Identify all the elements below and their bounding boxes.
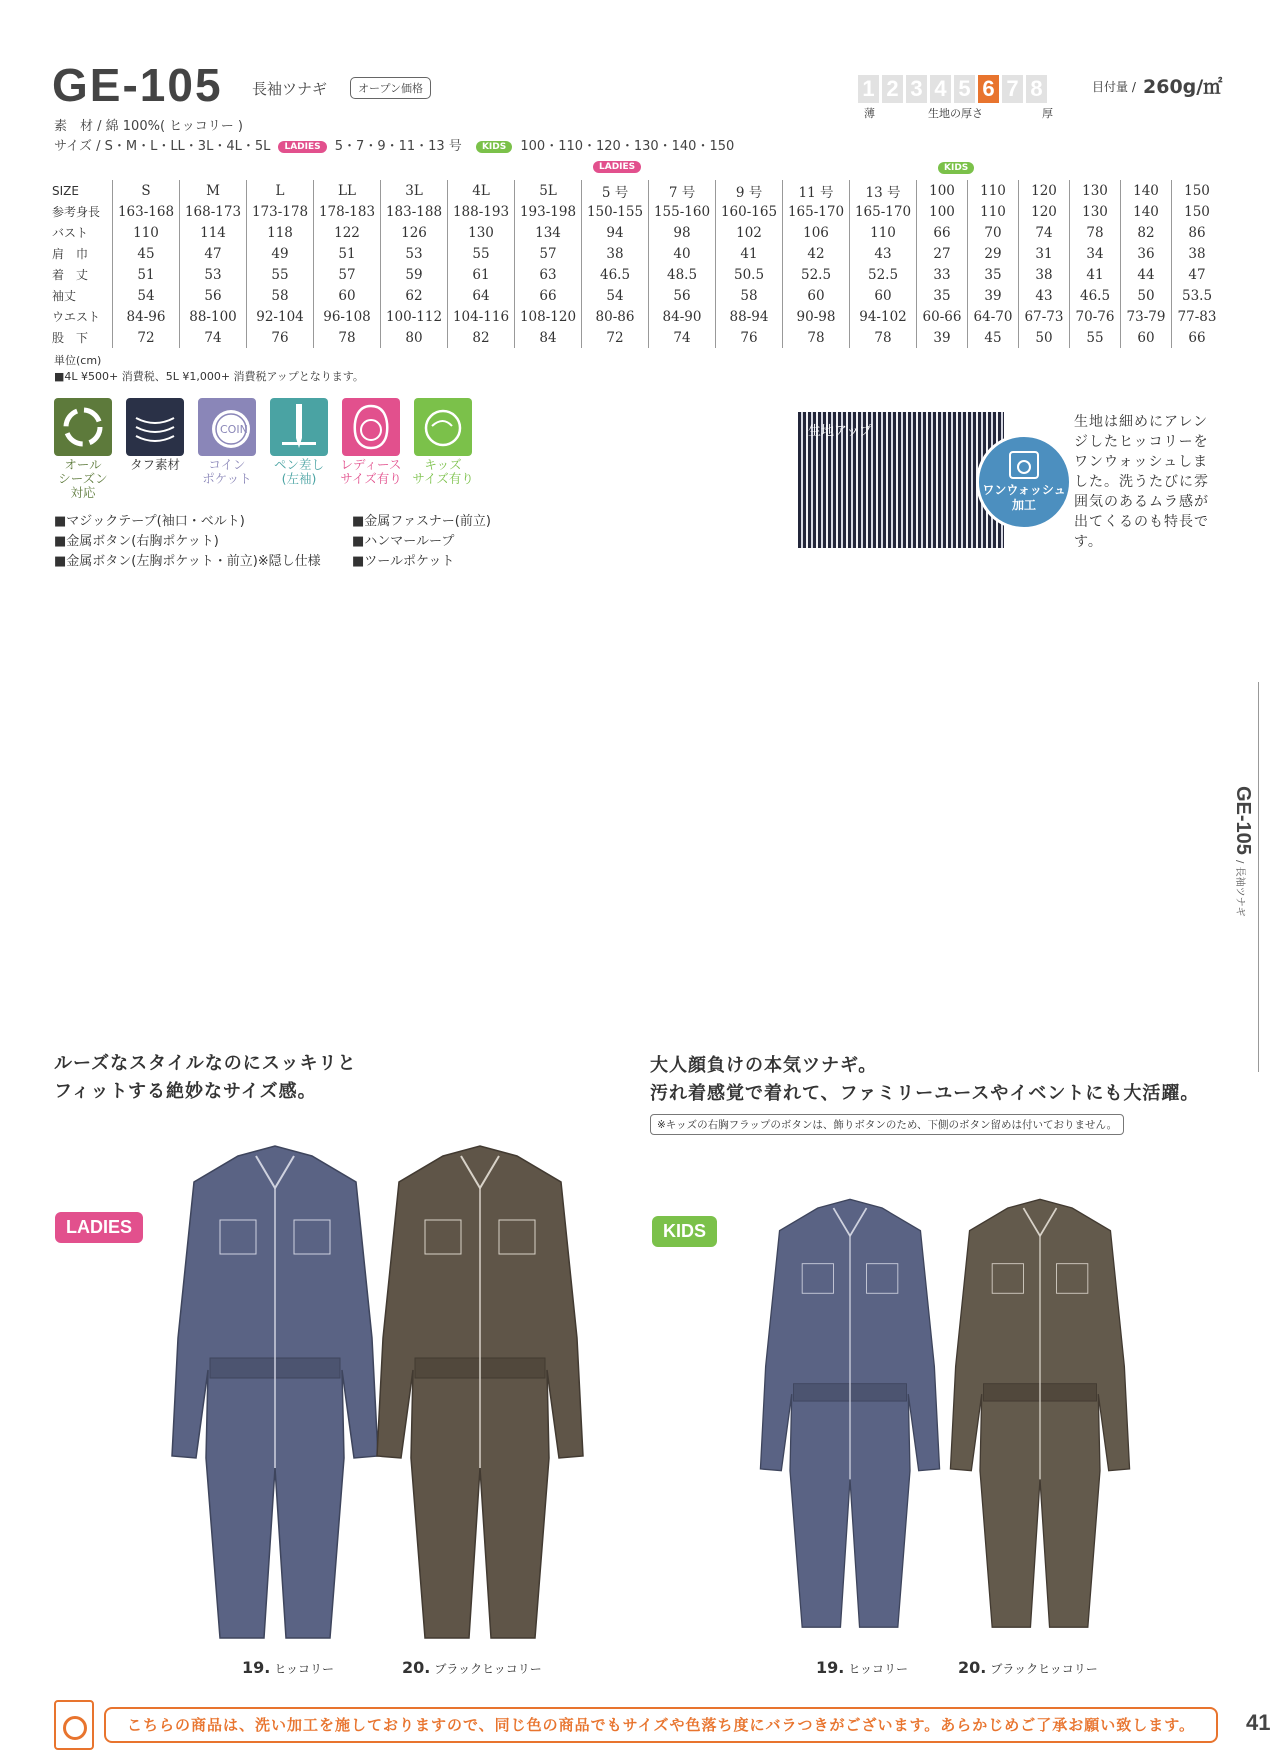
table-cell: 74 <box>180 327 247 348</box>
adult-sizes: サイズ / S・M・L・LL・3L・4L・5L <box>54 139 271 154</box>
table-cell: 82 <box>1121 222 1172 243</box>
thickness-level: 7 <box>1002 75 1023 103</box>
side-tab <box>1231 786 1254 917</box>
table-cell: 193-198 <box>515 201 582 222</box>
kids-caption-19: 19. ヒッコリー <box>816 1658 908 1677</box>
price-label: オープン価格 <box>350 77 431 99</box>
table-cell: S <box>113 180 180 201</box>
table-cell: 80 <box>381 327 448 348</box>
table-cell: 38 <box>1172 243 1223 264</box>
table-cell: 114 <box>180 222 247 243</box>
ladies-caption-19: 19. ヒッコリー <box>242 1658 334 1677</box>
table-cell: 70 <box>968 222 1019 243</box>
feature-coin-pocket <box>198 398 256 486</box>
table-cell: 70-76 <box>1070 306 1121 327</box>
table-row <box>50 243 1222 264</box>
table-cell: 63 <box>515 264 582 285</box>
table-cell: 84-96 <box>113 306 180 327</box>
ladies-copy-1: ルーズなスタイルなのにスッキリと <box>54 1053 357 1074</box>
table-cell: 35 <box>917 285 968 306</box>
thickness-level: 6 <box>978 75 999 103</box>
table-cell: 47 <box>180 243 247 264</box>
table-cell: 54 <box>582 285 649 306</box>
bullet-item: ■金属ボタン(右胸ポケット) <box>54 534 219 549</box>
ladies-coverall-black-hickory <box>365 1138 595 1650</box>
table-cell: 106 <box>783 222 850 243</box>
table-cell: 39 <box>917 327 968 348</box>
feature-label: タフ素材 <box>129 457 180 472</box>
table-cell: 44 <box>1121 264 1172 285</box>
table-cell: 168-173 <box>180 201 247 222</box>
table-cell: 183-188 <box>381 201 448 222</box>
table-cell: 50 <box>1121 285 1172 306</box>
ladies-caption-20: 20. ブラックヒッコリー <box>402 1658 542 1677</box>
table-cell: 78 <box>783 327 850 348</box>
fabric-description: 生地は細めにアレンジしたヒッコリーをワンウォッシュしました。洗うたびに雰囲気のあるムラ感が出てくるのも特長です。 <box>1074 414 1209 550</box>
kids-sizes: 100・110・120・130・140・150 <box>520 139 735 154</box>
table-cell: 77-83 <box>1172 306 1223 327</box>
table-kids-badge: KIDS <box>934 157 978 176</box>
row-label: バスト <box>52 226 89 240</box>
table-cell: 13 号 <box>850 180 917 201</box>
table-cell: 72 <box>113 327 180 348</box>
row-label: 肩 巾 <box>52 247 89 261</box>
table-cell: 160-165 <box>716 201 783 222</box>
table-cell: 150-155 <box>582 201 649 222</box>
swatch-label: 生地アップ <box>808 424 873 439</box>
table-cell: L <box>247 180 314 201</box>
table-cell: 35 <box>968 264 1019 285</box>
table-cell: 188-193 <box>448 201 515 222</box>
table-cell: 110 <box>113 222 180 243</box>
table-cell: 49 <box>247 243 314 264</box>
weight-value: 260g/㎡ <box>1143 76 1223 98</box>
table-row <box>50 264 1222 285</box>
table-cell: 39 <box>968 285 1019 306</box>
table-cell: 53 <box>180 264 247 285</box>
feature-ladies-size <box>342 398 400 486</box>
kids-coverall-black-hickory <box>940 1180 1140 1650</box>
table-cell: 40 <box>649 243 716 264</box>
table-cell: 62 <box>381 285 448 306</box>
table-cell: LL <box>314 180 381 201</box>
svg-text:COIN: COIN <box>220 423 248 436</box>
thickness-level: 8 <box>1026 75 1047 103</box>
table-cell: 78 <box>314 327 381 348</box>
feature-label: ペン差し (左袖) <box>273 457 324 486</box>
one-wash-badge <box>976 434 1072 530</box>
size-table <box>50 180 1222 348</box>
table-row <box>50 222 1222 243</box>
table-cell: 4L <box>448 180 515 201</box>
table-cell: 67-73 <box>1019 306 1070 327</box>
table-cell: 60 <box>1121 327 1172 348</box>
table-cell: 45 <box>113 243 180 264</box>
table-cell: 5 号 <box>582 180 649 201</box>
table-cell: 73-79 <box>1121 306 1172 327</box>
table-cell: 47 <box>1172 264 1223 285</box>
table-cell: 86 <box>1172 222 1223 243</box>
table-cell: 130 <box>1070 180 1121 201</box>
table-cell: 57 <box>314 264 381 285</box>
kids-copy-2: 汚れ着感覚で着れて、ファミリーユースやイベントにも大活躍。 <box>650 1083 1200 1104</box>
ladies-face-icon <box>342 398 400 456</box>
weight-label: 目付量 / <box>1092 80 1136 94</box>
feature-label: オール シーズン 対応 <box>58 457 108 500</box>
table-cell: 50.5 <box>716 264 783 285</box>
row-label: SIZE <box>52 183 79 198</box>
table-cell: 110 <box>968 180 1019 201</box>
feature-tough <box>126 398 184 472</box>
table-cell: 76 <box>716 327 783 348</box>
table-cell: 155-160 <box>649 201 716 222</box>
table-cell: 33 <box>917 264 968 285</box>
table-cell: 60 <box>314 285 381 306</box>
table-cell: 72 <box>582 327 649 348</box>
kids-section-badge: KIDS <box>652 1216 717 1247</box>
footer-notice: こちらの商品は、洗い加工を施しておりますので、同じ色の商品でもサイズや色落ち度にバラつきがございます。あらかじめご了承お願い致します。 <box>104 1707 1218 1743</box>
table-cell: 61 <box>448 264 515 285</box>
table-cell: 94-102 <box>850 306 917 327</box>
table-cell: 80-86 <box>582 306 649 327</box>
table-cell: 118 <box>247 222 314 243</box>
kids-coverall-hickory <box>750 1180 950 1650</box>
product-name: 長袖ツナギ <box>252 80 328 98</box>
bullet-item: ■金属ボタン(左胸ポケット・前立)※隠し仕様 <box>54 554 321 569</box>
table-cell: 102 <box>716 222 783 243</box>
table-cell: 66 <box>515 285 582 306</box>
row-label: ウエスト <box>52 310 101 324</box>
table-row <box>50 201 1222 222</box>
thickness-scale <box>858 75 1050 103</box>
table-cell: 60 <box>850 285 917 306</box>
table-cell: 120 <box>1019 180 1070 201</box>
table-cell: 88-94 <box>716 306 783 327</box>
kids-caption-20: 20. ブラックヒッコリー <box>958 1658 1098 1677</box>
table-cell: 66 <box>917 222 968 243</box>
table-cell: 78 <box>850 327 917 348</box>
table-cell: 48.5 <box>649 264 716 285</box>
ladies-coverall-hickory <box>160 1138 390 1650</box>
row-label: 袖丈 <box>52 289 77 303</box>
table-cell: 60-66 <box>917 306 968 327</box>
table-cell: 58 <box>247 285 314 306</box>
table-cell: 56 <box>180 285 247 306</box>
kids-copy-1: 大人顔負けの本気ツナギ。 <box>650 1055 878 1076</box>
table-cell: 108-120 <box>515 306 582 327</box>
table-cell: 5L <box>515 180 582 201</box>
table-cell: 165-170 <box>850 201 917 222</box>
table-cell: 43 <box>850 243 917 264</box>
table-cell: M <box>180 180 247 201</box>
table-cell: 120 <box>1019 201 1070 222</box>
table-cell: 90-98 <box>783 306 850 327</box>
bullet-item: ■ハンマーループ <box>352 534 455 549</box>
table-row <box>50 180 1222 201</box>
ladies-badge: LADIES <box>278 141 326 153</box>
table-cell: 76 <box>247 327 314 348</box>
table-cell: 140 <box>1121 180 1172 201</box>
table-cell: 150 <box>1172 180 1223 201</box>
thickness-level: 1 <box>858 75 879 103</box>
table-cell: 55 <box>448 243 515 264</box>
feature-all-season <box>54 398 112 500</box>
table-cell: 165-170 <box>783 201 850 222</box>
table-cell: 41 <box>716 243 783 264</box>
kids-face-icon <box>414 398 472 456</box>
table-cell: 173-178 <box>247 201 314 222</box>
table-cell: 51 <box>113 264 180 285</box>
bullet-item: ■ツールポケット <box>352 554 455 569</box>
bullet-item: ■金属ファスナー(前立) <box>352 514 491 529</box>
bullets-left <box>54 512 321 572</box>
tax-note: ■4L ¥500+ 消費税、5L ¥1,000+ 消費税アップとなります。 <box>54 370 364 383</box>
thick-label: 厚 <box>1042 107 1053 120</box>
table-cell: 11 号 <box>783 180 850 201</box>
table-cell: 53 <box>381 243 448 264</box>
all-season-icon <box>54 398 112 456</box>
table-row <box>50 285 1222 306</box>
unit-note: 単位(cm) <box>54 354 102 367</box>
table-cell: 57 <box>515 243 582 264</box>
page-number: 41 <box>1246 1710 1271 1735</box>
kids-badge: KIDS <box>476 141 512 153</box>
table-cell: 7 号 <box>649 180 716 201</box>
table-cell: 110 <box>850 222 917 243</box>
row-label: 股 下 <box>52 331 89 345</box>
thickness-level: 2 <box>882 75 903 103</box>
row-label: 参考身長 <box>52 205 101 219</box>
table-ladies-badge: LADIES <box>589 156 645 175</box>
table-cell: 84-90 <box>649 306 716 327</box>
table-cell: 50 <box>1019 327 1070 348</box>
table-cell: 29 <box>968 243 1019 264</box>
table-cell: 34 <box>1070 243 1121 264</box>
table-cell: 43 <box>1019 285 1070 306</box>
table-cell: 100 <box>917 201 968 222</box>
table-cell: 110 <box>968 201 1019 222</box>
table-cell: 92-104 <box>247 306 314 327</box>
table-cell: 64 <box>448 285 515 306</box>
thickness-caption: 生地の厚さ <box>928 107 983 120</box>
pen-icon <box>270 398 328 456</box>
washing-machine-icon <box>54 1700 94 1750</box>
table-cell: 55 <box>1070 327 1121 348</box>
table-cell: 126 <box>381 222 448 243</box>
table-cell: 84 <box>515 327 582 348</box>
washing-machine-icon <box>1009 451 1039 479</box>
thickness-level: 5 <box>954 75 975 103</box>
table-cell: 74 <box>1019 222 1070 243</box>
model-number: GE-105 <box>52 59 223 111</box>
table-cell: 27 <box>917 243 968 264</box>
table-cell: 52.5 <box>783 264 850 285</box>
table-cell: 130 <box>448 222 515 243</box>
table-cell: 9 号 <box>716 180 783 201</box>
table-cell: 38 <box>582 243 649 264</box>
feature-label: レディース サイズ有り <box>340 457 402 486</box>
table-cell: 56 <box>649 285 716 306</box>
ladies-sizes: 5・7・9・11・13 号 <box>334 139 462 154</box>
thickness-level: 4 <box>930 75 951 103</box>
table-cell: 74 <box>649 327 716 348</box>
table-cell: 94 <box>582 222 649 243</box>
table-cell: 140 <box>1121 201 1172 222</box>
table-cell: 98 <box>649 222 716 243</box>
table-cell: 41 <box>1070 264 1121 285</box>
bullets-right <box>352 512 491 572</box>
table-cell: 64-70 <box>968 306 1019 327</box>
table-cell: 54 <box>113 285 180 306</box>
thin-label: 薄 <box>864 107 875 120</box>
thickness-level: 3 <box>906 75 927 103</box>
tough-fabric-icon <box>126 398 184 456</box>
table-cell: 82 <box>448 327 515 348</box>
side-model: GE-105 <box>1232 786 1254 855</box>
coin-icon <box>198 398 256 456</box>
material-spec: 素 材 / 綿 100%( ヒッコリー ) <box>54 119 243 134</box>
table-cell: 3L <box>381 180 448 201</box>
table-cell: 100-112 <box>381 306 448 327</box>
table-cell: 59 <box>381 264 448 285</box>
table-row <box>50 327 1222 348</box>
table-cell: 163-168 <box>113 201 180 222</box>
table-cell: 31 <box>1019 243 1070 264</box>
table-cell: 58 <box>716 285 783 306</box>
table-cell: 60 <box>783 285 850 306</box>
table-cell: 51 <box>314 243 381 264</box>
wash-label: ワンウォッシュ 加工 <box>982 483 1066 512</box>
table-cell: 45 <box>968 327 1019 348</box>
table-cell: 46.5 <box>1070 285 1121 306</box>
size-spec <box>54 135 734 154</box>
table-cell: 122 <box>314 222 381 243</box>
table-cell: 88-100 <box>180 306 247 327</box>
bullet-item: ■マジックテープ(袖口・ベルト) <box>54 514 245 529</box>
feature-label: キッズ サイズ有り <box>412 457 474 486</box>
table-cell: 104-116 <box>448 306 515 327</box>
side-divider <box>1258 682 1259 1072</box>
table-cell: 53.5 <box>1172 285 1223 306</box>
feature-pen-pocket <box>270 398 328 486</box>
table-row <box>50 306 1222 327</box>
side-name: / 長袖ツナギ <box>1234 860 1245 917</box>
table-cell: 178-183 <box>314 201 381 222</box>
table-cell: 52.5 <box>850 264 917 285</box>
table-cell: 96-108 <box>314 306 381 327</box>
table-cell: 36 <box>1121 243 1172 264</box>
table-cell: 100 <box>917 180 968 201</box>
table-cell: 130 <box>1070 201 1121 222</box>
table-cell: 134 <box>515 222 582 243</box>
row-label: 着 丈 <box>52 268 89 282</box>
table-cell: 150 <box>1172 201 1223 222</box>
feature-kids-size <box>414 398 472 486</box>
table-cell: 38 <box>1019 264 1070 285</box>
table-cell: 78 <box>1070 222 1121 243</box>
ladies-copy-2: フィットする絶妙なサイズ感。 <box>54 1081 317 1102</box>
table-cell: 46.5 <box>582 264 649 285</box>
table-cell: 55 <box>247 264 314 285</box>
kids-note: ※キッズの右胸フラップのボタンは、飾りボタンのため、下側のボタン留めは付いておりません。 <box>650 1114 1124 1135</box>
table-cell: 66 <box>1172 327 1223 348</box>
table-cell: 42 <box>783 243 850 264</box>
feature-label: コイン ポケット <box>202 457 252 486</box>
ladies-section-badge: LADIES <box>55 1212 143 1243</box>
